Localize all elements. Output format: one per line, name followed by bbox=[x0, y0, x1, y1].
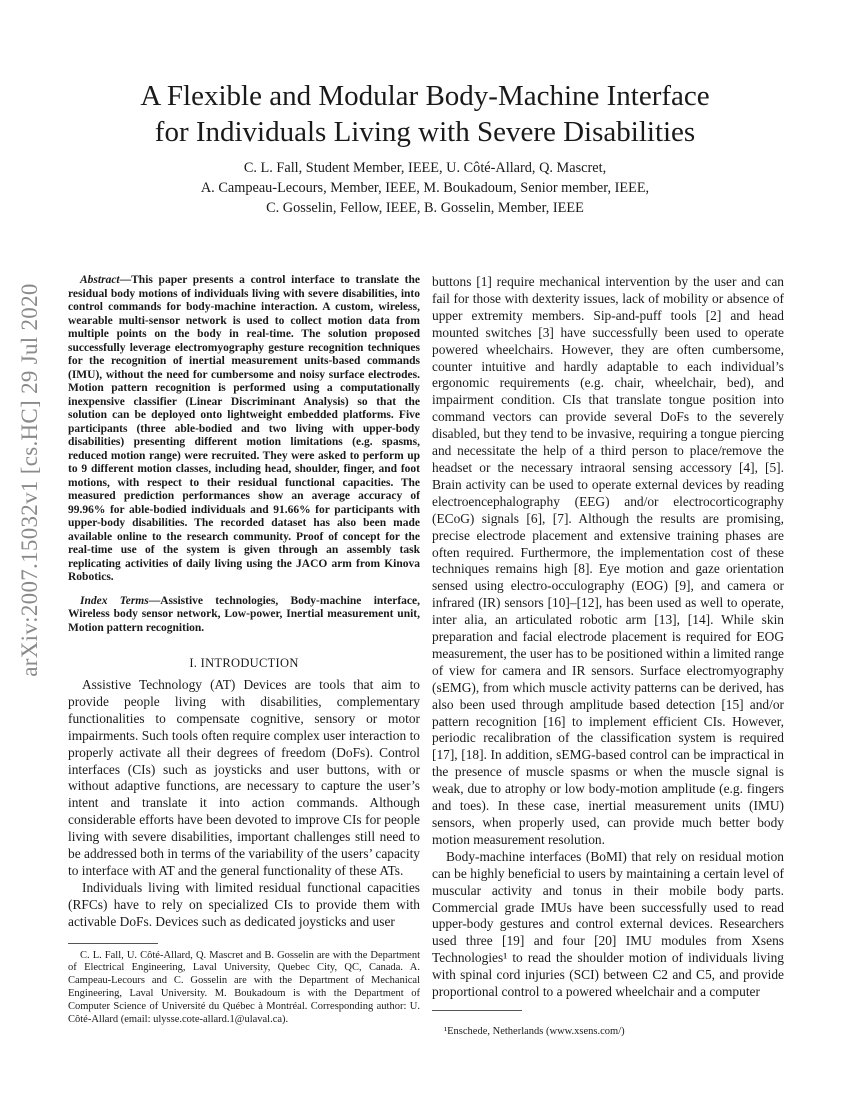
abstract bbox=[68, 274, 420, 585]
footnote-divider bbox=[68, 943, 158, 944]
paper-title bbox=[60, 78, 790, 150]
title-line-2: for Individuals Living with Severe Disabilities bbox=[154, 116, 696, 148]
affiliation-footnote: C. L. Fall, U. Côté-Allard, Q. Mascret and B. Gosselin are with the Department of Electrical Engineering, Laval University, Quebec City, QC, Canada. A. Campeau-Lecours and C. Gosselin are with the Department of Mechanical Engineering, Laval University. M. Boukadoum is with the Department of Computer Science of Université du Québec à Montréal. Corresponding author: U. Côté-Allard (email: ulysse.cote-allard.1@ulaval.ca). bbox=[68, 949, 420, 1025]
left-column bbox=[68, 274, 420, 1026]
index-terms-label: Index Terms bbox=[80, 594, 149, 607]
intro-paragraph-2: Individuals living with limited residual functional capacities (RFCs) have to rely on specialized CIs to provide them with activable DoFs. Devices such as dedicated joysticks and user bbox=[68, 879, 420, 929]
arxiv-identifier: arXiv:2007.15032v1 [cs.HC] 29 Jul 2020 bbox=[17, 283, 42, 677]
author-line-1: C. L. Fall, Student Member, IEEE, U. Côté-Allard, Q. Mascret, bbox=[243, 160, 607, 176]
intro-paragraph-4: Body-machine interfaces (BoMI) that rely on residual motion can be highly beneficial to users by maintaining a certain level of muscular activity and tonus in their mobile body parts. Commercial grade IMUs have been successfully used to read upper-body gestures and control external devices. Researchers used three [19] and four [20] IMU modules from Xsens Technologies¹ to read the shoulder motion of individuals living with spinal cord injuries (SCI) between C2 and C5, and provide proportional control to a powered wheelchair and a computer bbox=[432, 848, 784, 1000]
index-terms bbox=[68, 595, 420, 636]
right-footnote-divider bbox=[432, 1010, 522, 1011]
author-line-3: C. Gosselin, Fellow, IEEE, B. Gosselin, Member, IEEE bbox=[266, 200, 584, 216]
author-line-2: A. Campeau-Lecours, Member, IEEE, M. Boukadoum, Senior member, IEEE, bbox=[200, 180, 650, 196]
abstract-text: —This paper presents a control interface to translate the residual body motions of individuals living with severe disabilities, into control commands for body-machine interaction. A custom, wireless, wearable multi-sensor network is used to collect motion data from multiple points on the body in real-time. The solution proposed successfully leverage electromyography gesture recognition techniques for the recognition of inertial measurement units-based commands (IMU), without the need for cumbersome and noisy surface electrodes. Motion pattern recognition is performed using a computationally inexpensive classifier (Linear Discriminant Analysis) so that the solution can be deployed onto lightweight embedded platforms. Five participants (three able-bodied and two living with upper-body disabilities) presenting different motion limitations (e.g. spasms, reduced motion range) were recruited. They were asked to perform up to 9 different motion classes, including head, shoulder, finger, and foot motions, with respect to their residual functional capacities. The measured prediction performances show an average accuracy of 99.96% for able-bodied individuals and 91.66% for participants with upper-body disabilities. The recorded dataset has also been made available online to the research community. Proof of concept for the real-time use of the system is given through an assembly task replicating activities of daily living using the JACO arm from Kinova Robotics. bbox=[68, 274, 420, 583]
title-line-1: A Flexible and Modular Body-Machine Interface bbox=[140, 80, 710, 112]
intro-paragraph-1: Assistive Technology (AT) Devices are tools that aim to provide people living with disabilities, complementary functionalities to compensate cognitive, sensory or motor impairments. Such tools often require complex user interaction to properly activate all their degrees of freedom (DoFs). Control interfaces (CIs) such as joysticks and user buttons, with or without adaptive functions, are necessary to capture the user’s intent and translate it into action commands. Although considerable efforts have been devoted to improve CIs for people living with severe disabilities, important challenges still need to be addressed both in terms of the variability of the users’ capacity to interface with AT and the general functionality of these ATs. bbox=[68, 677, 420, 878]
abstract-label: Abstract bbox=[80, 274, 120, 286]
section-heading-introduction: I. INTRODUCTION bbox=[189, 656, 299, 670]
xsens-footnote: ¹Enschede, Netherlands (www.xsens.com/) bbox=[444, 1026, 625, 1037]
arxiv-identifier-stamp bbox=[0, 0, 60, 1100]
intro-paragraph-3: buttons [1] require mechanical intervention by the user and can fail for those with dexterity issues, lack of mobility or absence of upper extremity members. Sip-and-puff tools [2] and head mounted switches [3] have successfully been used to operate powered wheelchairs. However, they are often cumbersome, counter intuitive and hardly adaptable to each individual’s ergonomic requirements (e.g. chair, wheelchair, bed), and impairment condition. CIs that translate tongue position into command vectors can provide several DoFs to the severely disabled, but they tend to be invasive, requiring a tongue piercing and necessitate the help of a third person to place/remove the headset or the necessary intraoral sensing accessory [4], [5]. Brain activity can be used to operate external devices by reading electroencephalography (EEG) and/or electrocorticography (ECoG) signals [6], [7]. Although the results are promising, precise electrode placement and extensive training phases are often required. Furthermore, the implementation cost of these techniques remains high [8]. Eye motion and gaze orientation sensed using electro-occulography (EOG) [9], and camera or infrared (IR) sensors [10]–[12], has been used as well to operate, inter alia, an articulated robotic arm [13], [14]. While skin preparation and facial electrode placement is required for EOG measurement, the user has to be positioned within a limited range of view for camera and IR sensors. Surface electromyography (sEMG), from which muscle activity patterns can be derived, has also been used through amplitude based detection [15] and/or pattern recognition [16] to implement efficient CIs. However, periodic recalibration of the classification system is required [17], [18]. In addition, sEMG-based control can be impractical in the presence of muscle spasms or when the muscle signal is weak, due to atrophy or low body-motion amplitude (e.g. fingers and toes). In these case, inertial measurement units (IMU) sensors, when properly used, can provide much better body motion measurement resolution. bbox=[432, 274, 784, 847]
author-list bbox=[60, 158, 790, 218]
index-terms-text: —Assistive technologies, Body-machine interface, Wireless body sensor network, Low-power, Inertial measurement unit, Motion pattern recognition. bbox=[68, 594, 420, 634]
right-column bbox=[432, 274, 784, 1001]
